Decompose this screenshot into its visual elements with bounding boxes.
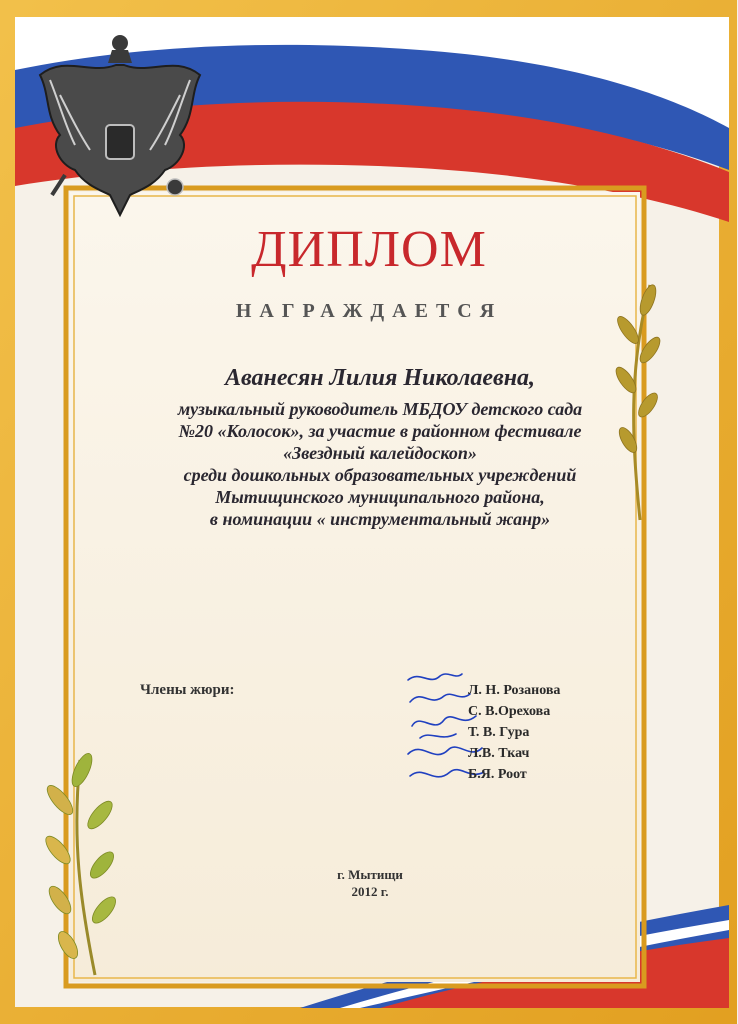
diploma-title: ДИПЛОМ: [251, 221, 487, 278]
award-line: №20 «Колосок», за участие в районном фестивале: [178, 421, 582, 441]
footer-city: г. Мытищи: [337, 867, 403, 882]
awarded-heading: НАГРАЖДАЕТСЯ: [235, 300, 503, 322]
award-line: Мытищинского муниципального района,: [215, 487, 545, 507]
award-line: в номинации « инструментальный жанр»: [209, 509, 551, 529]
jury-member: Л.В. Ткач: [468, 746, 530, 761]
footer: [300, 866, 440, 900]
jury-member: Т. В. Гура: [468, 725, 530, 740]
award-line: «Звездный калейдоскоп»: [283, 443, 477, 463]
jury-member: Б.Я. Роот: [468, 767, 527, 782]
footer-year: 2012 г.: [351, 884, 389, 899]
award-line: музыкальный руководитель МБДОУ детского сада: [177, 399, 583, 419]
recipient-name: Аванесян Лилия Николаевна,: [224, 365, 536, 391]
award-text: [100, 364, 660, 530]
jury-member: Л. Н. Розанова: [468, 683, 561, 698]
jury-label: Члены жюри:: [140, 682, 235, 698]
jury-member: С. В.Орехова: [468, 704, 551, 719]
award-line: среди дошкольных образовательных учреждений: [183, 465, 577, 485]
jury-members-list: [468, 680, 560, 785]
